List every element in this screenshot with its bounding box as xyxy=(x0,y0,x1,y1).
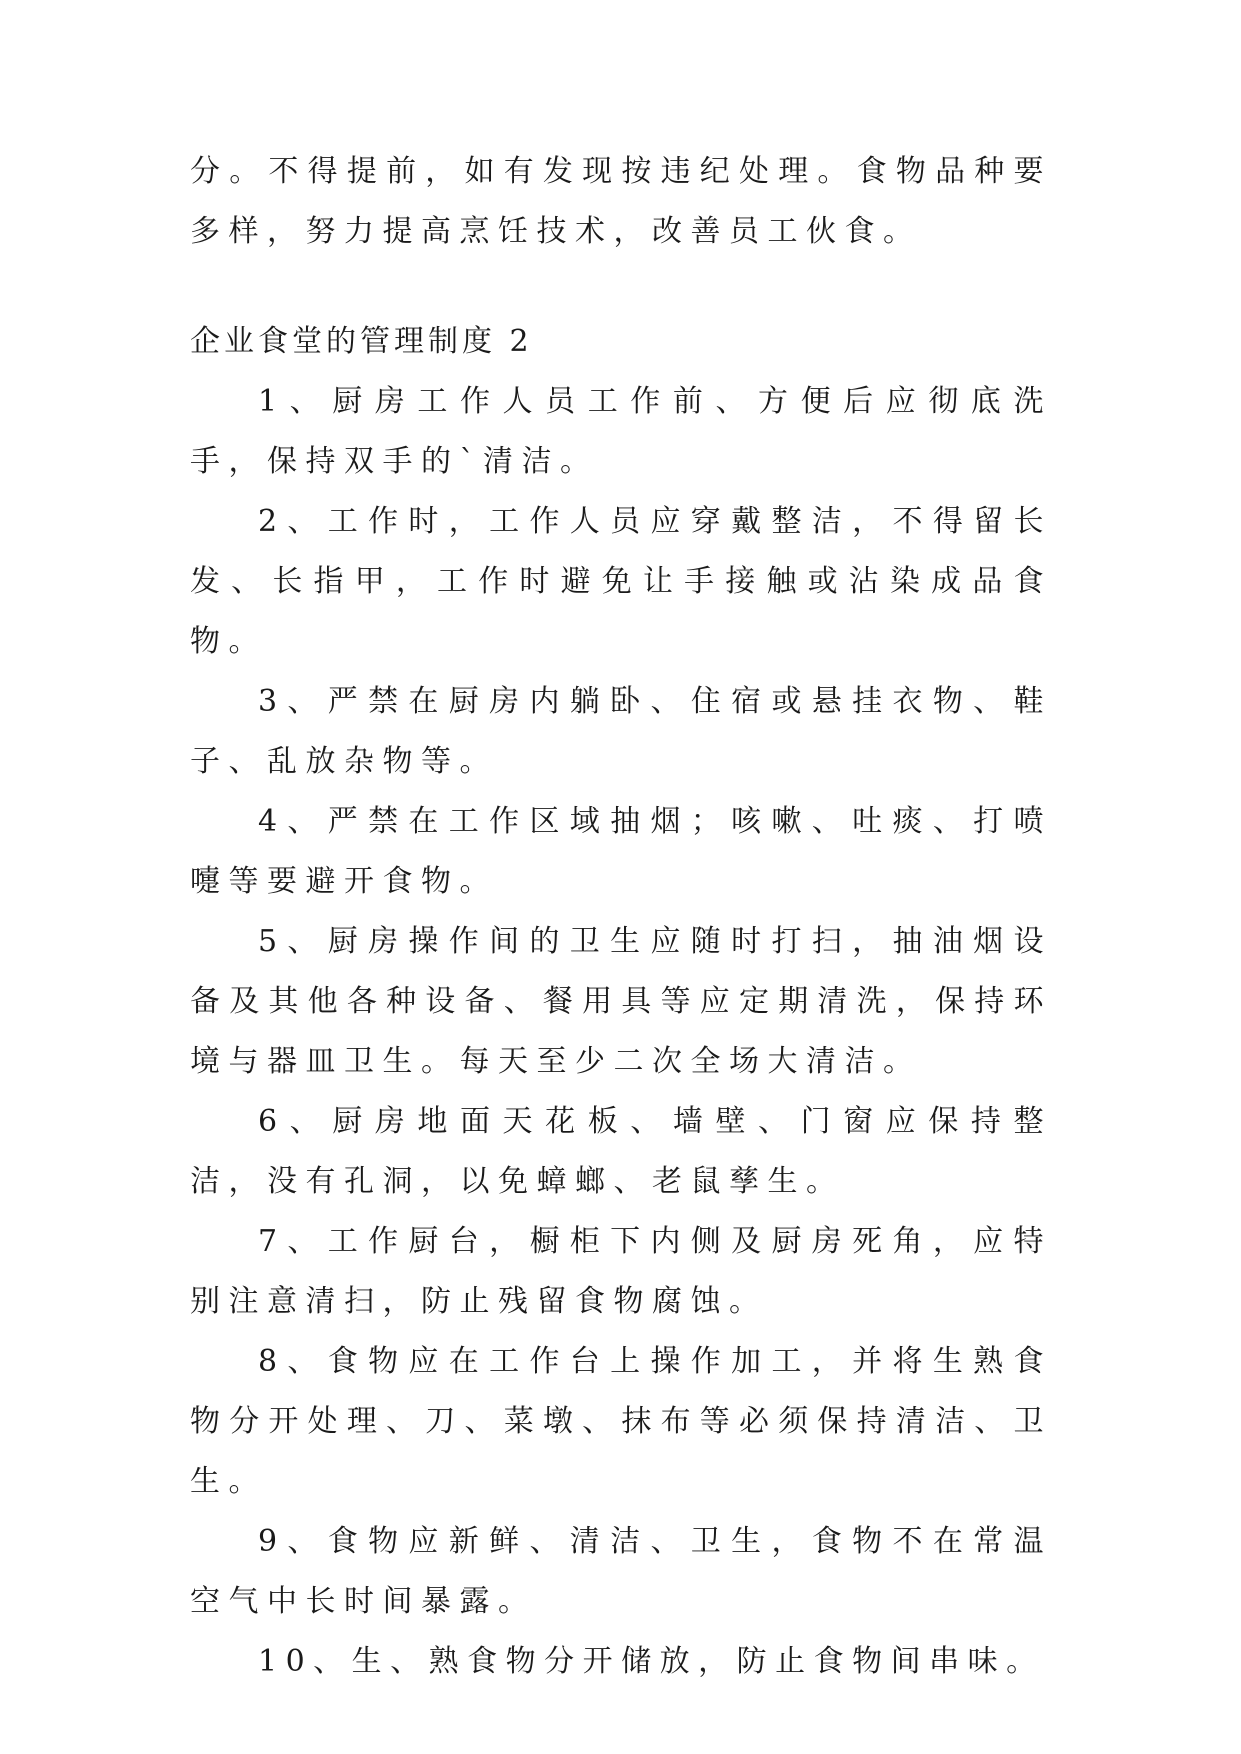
rule-item-7: 7、工作厨台，橱柜下内侧及厨房死角，应特别注意清扫，防止残留食物腐蚀。 xyxy=(190,1224,1052,1319)
rule-item-8: 8、食物应在工作台上操作加工，并将生熟食物分开处理、刀、菜墩、抹布等必须保持清洁、卫生。 xyxy=(190,1344,1052,1499)
section-gap xyxy=(190,262,1052,312)
rule-item-1: 1、厨房工作人员工作前、方便后应彻底洗手，保持双手的`清洁。 xyxy=(190,384,1052,479)
rule-item-2: 2、工作时，工作人员应穿戴整洁，不得留长发、长指甲，工作时避免让手接触或沾染成品食物。 xyxy=(190,504,1052,659)
rule-item-5: 5、厨房操作间的卫生应随时打扫，抽油烟设备及其他各种设备、餐用具等应定期清洗，保持环境与器皿卫生。每天至少二次全场大清洁。 xyxy=(190,924,1052,1079)
rule-item-10: 10、生、熟食物分开储放，防止食物间串味。 xyxy=(258,1644,1045,1679)
rule-item-4: 4、严禁在工作区域抽烟；咳嗽、吐痰、打喷嚏等要避开食物。 xyxy=(190,804,1052,899)
rule-item-6: 6、厨房地面天花板、墙壁、门窗应保持整洁，没有孔洞，以免蟑螂、老鼠孳生。 xyxy=(190,1104,1052,1199)
continuation-paragraph: 分。不得提前，如有发现按违纪处理。食物品种要多样，努力提高烹饪技术，改善员工伙食。 xyxy=(190,154,1052,249)
section-title: 企业食堂的管理制度 2 xyxy=(190,324,533,359)
rule-item-9: 9、食物应新鲜、清洁、卫生，食物不在常温空气中长时间暴露。 xyxy=(190,1524,1052,1619)
rule-item-3: 3、严禁在厨房内躺卧、住宿或悬挂衣物、鞋子、乱放杂物等。 xyxy=(190,684,1052,779)
document-body xyxy=(190,142,1052,1692)
